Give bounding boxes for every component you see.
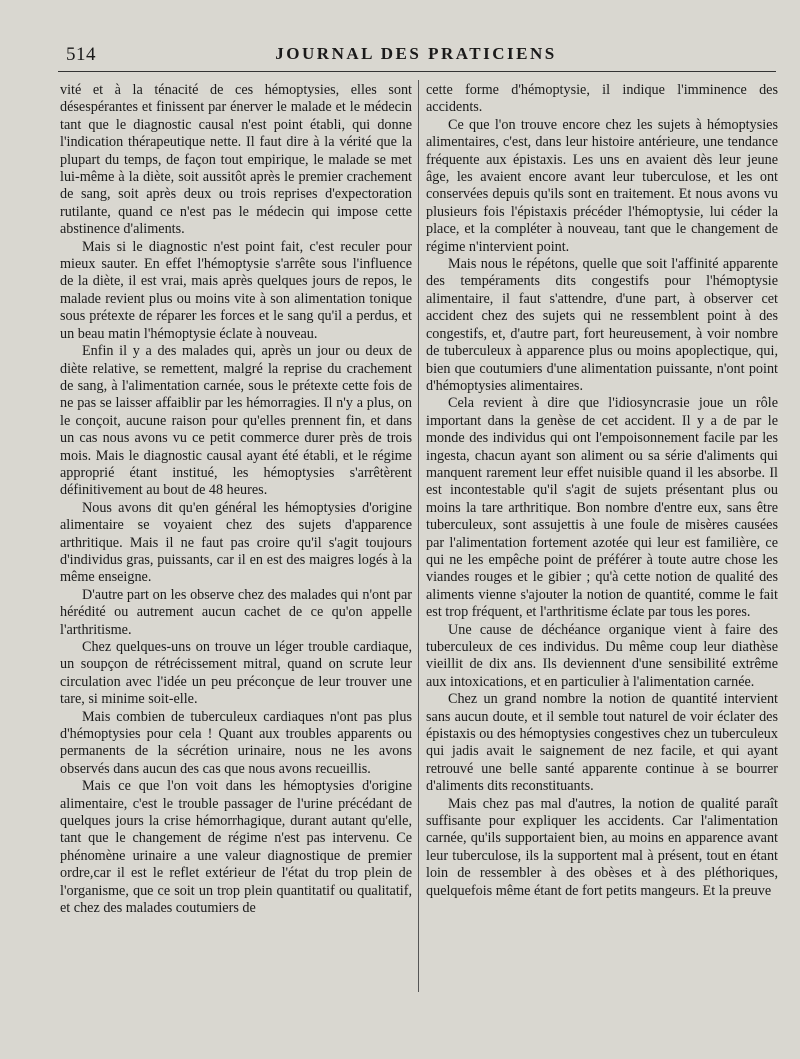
- paragraph: Mais chez pas mal d'autres, la notion de qualité paraît suffisante pour expliquer les accidents. Car l'alimentation carnée, qu'ils supportaient bien, au moins en apparence avant leur tuberculose, ils la supportent mal à présent, tout en étant loin de ressembler à des obèses et à des pléthoriques, quelquefois même étant de fort petits mangeurs. Et la preuve: [426, 795, 778, 899]
- journal-title: JOURNAL DES PRATICIENS: [275, 44, 557, 63]
- page-header: [58, 42, 774, 68]
- left-column: [60, 82, 412, 918]
- paragraph: D'autre part on les observe chez des malades qui n'ont par hérédité ou autrement aucun cachet de ce qu'on appelle l'arthritisme.: [60, 586, 412, 638]
- paragraph: Mais ce que l'on voit dans les hémoptysies d'origine alimentaire, c'est le trouble passager de l'urine précédant de quelques jours la crise hémorrhagique, durant autant qu'elle, tant que le changement de régime n'est pas intervenu. Ce phénomène urinaire a une valeur diagnostique de premier ordre,car il est le reflet extérieur de l'état du trop plein de l'organisme, que ce soit un trop plein quantitatif ou qualitatif, et chez des malades coutumiers de: [60, 778, 412, 917]
- header-rule: [58, 71, 776, 72]
- paragraph: Mais combien de tuberculeux cardiaques n'ont pas plus d'hémoptysies pour cela ! Quant aux troubles apparents ou permanents de la sécrétion urinaire, nous ne les avons observés dans aucun des cas que nous avons recueillis.: [60, 708, 412, 777]
- right-column: [426, 82, 778, 900]
- paragraph: Mais nous le répétons, quelle que soit l'affinité apparente des tempéraments dits congestifs pour l'hémoptysie alimentaire, il faut s'attendre, d'une part, à observer cet accident chez des sujets qui ne ressemblent point à des congestifs, et, d'autre part, fort heureusement, à voir nombre de tuberculeux à apparence plus ou moins apoplectique, qui, bien que coutumiers d'une alimentation puissante, n'ont point d'hémoptysies alimentaires.: [426, 256, 778, 394]
- paragraph: Une cause de déchéance organique vient à faire des tuberculeux de ces individus. Du même coup leur diathèse vieillit de dix ans. Ils deviennent d'une sensibilité extrême aux intoxications, et en particulier à l'alimentation carnée.: [426, 621, 778, 690]
- paragraph: Ce que l'on trouve encore chez les sujets à hémoptysies alimentaires, c'est, dans leur histoire antérieure, une tendance fréquente aux épistaxis. Les uns en avaient dès leur jeune âge, les avaient encore avant leur tuberculose, et les ont conservées depuis qu'ils sont en traitement. Et nous avons vu plusieurs fois l'épistaxis précéder l'hémoptysie, lui céder la place, et la compléter à nouveau, tant que le changement de régime n'intervient point.: [426, 116, 778, 255]
- column-divider: [418, 80, 419, 992]
- paragraph: Mais si le diagnostic n'est point fait, c'est reculer pour mieux sauter. En effet l'hémoptysie s'arrête sous l'influence de la diète, il est vrai, mais après quelques jours de repos, le malade revient plus ou moins vite à son alimentation tonique sous prétexte de réparer les forces et le sang qu'il a perdus, et un beau matin l'hémoptysie éclate à nouveau.: [60, 238, 412, 342]
- paragraph: Enfin il y a des malades qui, après un jour ou deux de diète relative, se remettent, malgré la reprise du crachement de sang, à l'alimentation carnée, sous le prétexte cette fois de ne pas se laisser affaiblir par les hémorragies. Il n'y a plus, on le conçoit, aucune raison pour qu'elles prennent fin, et dans un cas nous avons vu ce petit commerce durer près de trois mois. Mais le diagnostic causal ayant été établi, et le régime approprié étant institué, les hémoptysies s'arrêtèrent définitivement au bout de 48 heures.: [60, 343, 412, 499]
- paragraph: Chez quelques-uns on trouve un léger trouble cardiaque, un soupçon de rétrécissement mitral, quand on scrute leur circulation avec l'idée un peu préconçue de leur trouver une tare, si minime soit-elle.: [60, 639, 412, 708]
- paragraph: cette forme d'hémoptysie, il indique l'imminence des accidents.: [426, 82, 778, 116]
- page-number: 514: [66, 44, 96, 65]
- paragraph: Nous avons dit qu'en général les hémoptysies d'origine alimentaire se voyaient chez des sujets d'apparence arthritique. Mais il ne faut pas croire qu'il s'agit toujours d'individus gras, puissants, car il en est des maigres logés à la même enseigne.: [60, 499, 412, 586]
- paragraph: Chez un grand nombre la notion de quantité intervient sans aucun doute, et il semble tout naturel de voir éclater des épistaxis ou des hémoptysies congestives chez un tuberculeux qui jadis avait le saignement de nez facile, et qui ayant retrouvé une belle santé apparente continue à se bourrer d'aliments dits reconstituants.: [426, 691, 778, 795]
- paragraph: vité et à la ténacité de ces hémoptysies, elles sont désespérantes et finissent par énerver le malade et le médecin tant que le diagnostic causal n'est point établi, qui donne l'indication thérapeutique nette. Il faut dire à la vérité que la plupart du temps, de façon tout empirique, le malade se met lui-même à la diète, soit aussitôt après le premier crachement de sang, soit après deux ou trois reprises d'expectoration rutilante, quand ce n'est pas le médecin qui impose cette abstinence d'aliments.: [60, 82, 412, 238]
- paragraph: Cela revient à dire que l'idiosyncrasie joue un rôle important dans la genèse de cet accident. Il y a de par le monde des individus qui ont l'empoisonnement facile par les ingesta, chacun ayant son aliment ou sa série d'aliments qui manquent rarement leur effet nuisible quand il les absorbe. Il est incontestable qu'il s'agit de sujets présentant plus ou moins la tare arthritique. Bon nombre d'entre eux, sans être tuberculeux, sont assujettis à une foule de misères causées par l'alimentation fortement azotée qui leur est familière, ce qui ne les empêche point de préférer à toute autre chose les viandes rouges et le gibier ; qu'à cette notion de qualité des aliments vienne s'ajouter la notion de quantité, comme le fait est trop fréquent, et l'arthritisme éclate par tous les pores.: [426, 395, 778, 621]
